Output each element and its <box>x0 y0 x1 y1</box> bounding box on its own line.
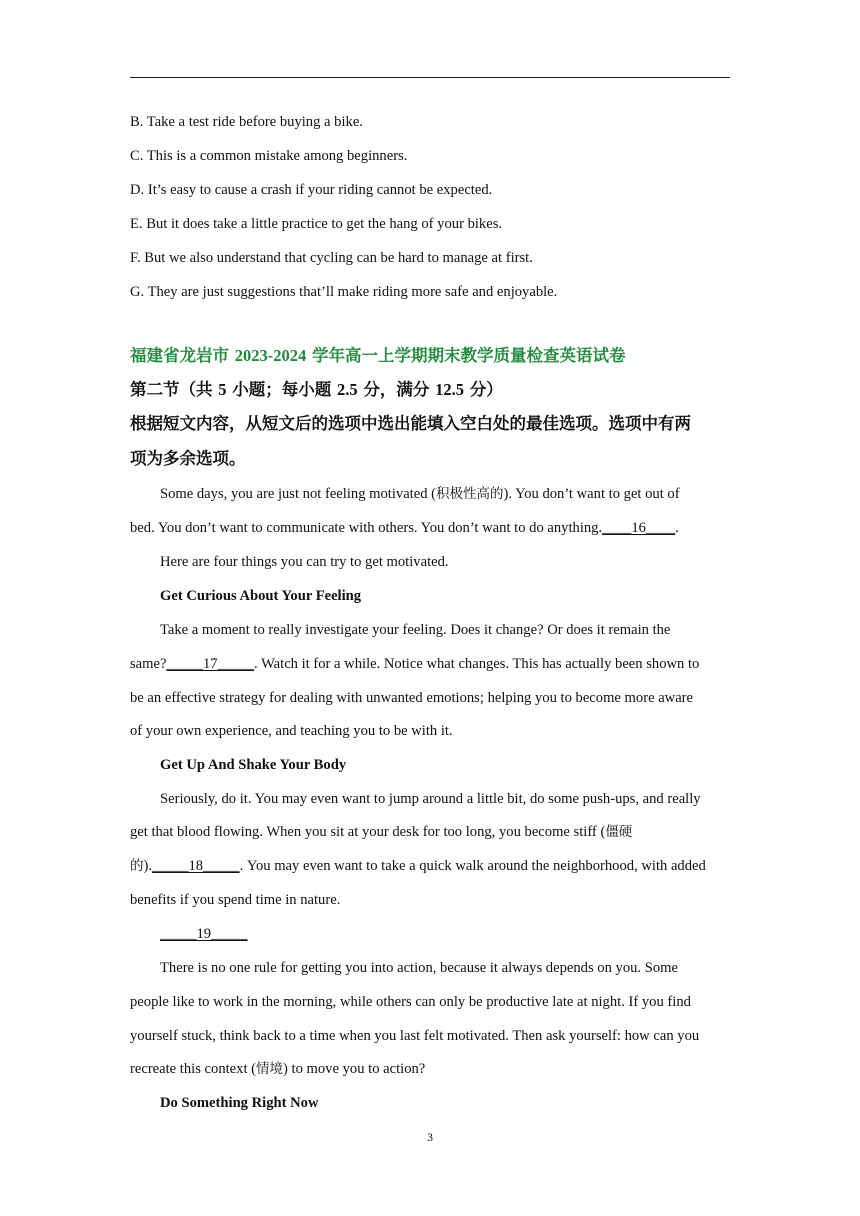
option-d: D. It’s easy to cause a crash if your riding cannot be expected. <box>130 182 493 198</box>
paragraph-5-line-3: yourself stuck, think back to a time when you last felt motivated. Then ask yourself: how can you <box>130 1028 700 1044</box>
option-f: F. But we also understand that cycling can be hard to manage at first. <box>130 250 533 266</box>
paragraph-3-line-3: be an effective strategy for dealing with unwanted emotions; helping you to become more aware <box>130 690 694 706</box>
paragraph-1-line-2: bed. You don’t want to communicate with others. You don’t want to do anything.____16____. <box>130 520 679 536</box>
blank-19: _____19_____ <box>160 926 248 942</box>
blank-19-heading <box>160 925 248 943</box>
option-b: B. Take a test ride before buying a bike. <box>130 114 363 130</box>
part-heading: 第二节（共 5 小题；每小题 2.5 分，满分 12.5 分） <box>130 380 503 399</box>
paragraph-4-line-1: Seriously, do it. You may even want to jump around a little bit, do some push-ups, and really <box>160 791 701 807</box>
paragraph-1-line-1: Some days, you are just not feeling motivated (积极性高的). You don’t want to get out of <box>160 486 680 502</box>
paragraph-3-line-2: same?_____17_____. Watch it for a while. Notice what changes. This has actually been shown to <box>130 656 700 672</box>
subheading-do-something: Do Something Right Now <box>160 1095 319 1111</box>
blank-17: _____17_____ <box>166 656 255 672</box>
option-e: E. But it does take a little practice to get the hang of your bikes. <box>130 216 503 232</box>
instruction-line-1: 根据短文内容，从短文后的选项中选出能填入空白处的最佳选项。选项中有两 <box>130 414 691 433</box>
section-title: 福建省龙岩市 2023-2024 学年高一上学期期末教学质量检查英语试卷 <box>130 346 626 365</box>
blank-16: ____16____ <box>602 520 676 536</box>
blank-18: _____18_____ <box>152 858 240 874</box>
paragraph-2: Here are four things you can try to get motivated. <box>160 554 449 570</box>
instruction-line-2: 项为多余选项。 <box>130 449 246 468</box>
paragraph-5-line-1: There is no one rule for getting you into action, because it always depends on you. Some <box>160 960 678 976</box>
option-c: C. This is a common mistake among beginners. <box>130 148 408 164</box>
header-rule <box>130 77 730 78</box>
paragraph-4-line-4: benefits if you spend time in nature. <box>130 892 341 908</box>
paragraph-3-line-1: Take a moment to really investigate your feeling. Does it change? Or does it remain the <box>160 622 671 638</box>
paragraph-4-line-2: get that blood flowing. When you sit at your desk for too long, you become stiff (僵硬 <box>130 824 633 840</box>
option-g: G. They are just suggestions that’ll make riding more safe and enjoyable. <box>130 284 558 300</box>
subheading-curious: Get Curious About Your Feeling <box>160 588 362 604</box>
subheading-shake: Get Up And Shake Your Body <box>160 757 347 773</box>
paragraph-5-line-4: recreate this context (情境) to move you to action? <box>130 1061 426 1077</box>
paragraph-4-line-3: 的)._____18_____. You may even want to take a quick walk around the neighborhood, with added <box>130 858 706 874</box>
paragraph-3-line-4: of your own experience, and teaching you to be with it. <box>130 723 453 739</box>
page-number: 3 <box>427 1130 433 1144</box>
paragraph-5-line-2: people like to work in the morning, while others can only be productive late at night. If you find <box>130 994 691 1010</box>
